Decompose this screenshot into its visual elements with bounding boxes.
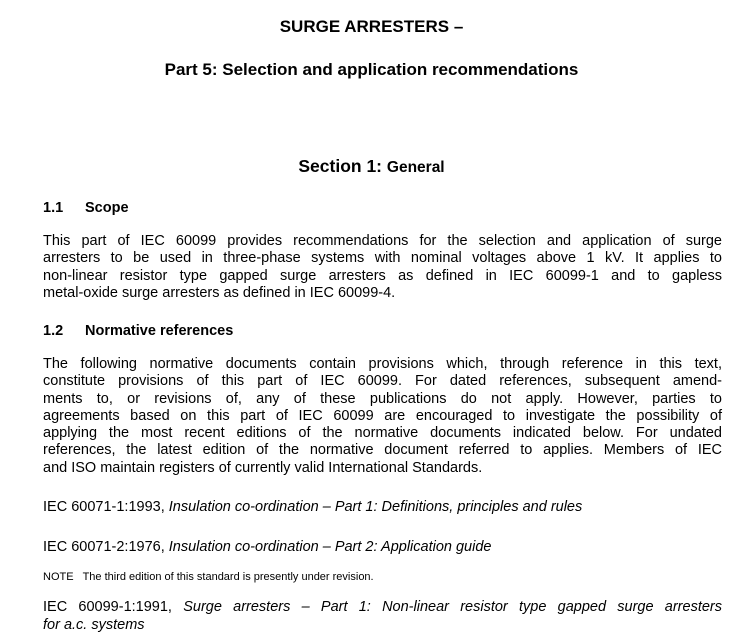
- normative-heading: [43, 323, 233, 339]
- reference-title: Surge arresters – Part 1: Non-linear resistor type gapped surge arresters: [183, 599, 722, 615]
- normative-line: agreements based on this part of IEC 60099 are encouraged to investigate the possibility of: [43, 407, 722, 424]
- reference-code: IEC 60071-2:1976,: [43, 539, 165, 555]
- section-name: General: [386, 159, 445, 176]
- reference-item: [43, 499, 582, 515]
- reference-line: [43, 599, 722, 617]
- scope-line: non-linear resistor type gapped surge arresters as defined in IEC 60099-1 and to gapless: [43, 267, 722, 284]
- normative-heading-text: Normative references: [85, 323, 234, 339]
- reference-item: [43, 539, 491, 555]
- reference-title: Insulation co-ordination – Part 1: Definitions, principles and rules: [168, 499, 583, 515]
- reference-title: Insulation co-ordination – Part 2: Application guide: [168, 539, 492, 555]
- scope-line: arresters to be used in three-phase systems with nominal voltages above 1 kV. It applies to: [43, 250, 722, 267]
- document-subtitle: Part 5: Selection and application recommendations: [164, 60, 579, 79]
- reference-item: [43, 599, 722, 634]
- reference-title-continued: for a.c. systems: [43, 616, 145, 633]
- normative-line: The following normative documents contain provisions which, through reference in this text,: [43, 356, 722, 372]
- normative-line: references, the latest edition of the normative document referred to applies. Members of IEC: [43, 442, 722, 459]
- scope-line: This part of IEC 60099 provides recommendations for the selection and application of surge: [43, 233, 722, 249]
- document-title: SURGE ARRESTERS –: [279, 17, 464, 36]
- section-title: [0, 156, 743, 177]
- scope-heading-text: Scope: [85, 200, 129, 216]
- normative-paragraph: [43, 356, 722, 477]
- note-text: The third edition of this standard is presently under revision.: [82, 571, 374, 583]
- normative-line: applying the most recent editions of the normative documents indicated below. For undated: [43, 425, 722, 442]
- reference-code: IEC 60071-1:1993,: [43, 499, 165, 515]
- reference-code: IEC 60099-1:1991,: [43, 599, 172, 615]
- normative-number: 1.2: [43, 323, 64, 339]
- normative-line: constitute provisions of this part of IEC 60099. For dated references, subsequent amend-: [43, 373, 722, 390]
- scope-heading: [43, 200, 129, 216]
- normative-line: ments to, or revisions of, any of these publications do not apply. However, parties to: [43, 390, 722, 407]
- note-label: NOTE: [43, 571, 74, 583]
- scope-paragraph: [43, 233, 722, 302]
- scope-number: 1.1: [43, 200, 64, 216]
- note: [43, 571, 374, 583]
- section-label: Section 1:: [298, 156, 383, 176]
- scope-line: metal-oxide surge arresters as defined in IEC 60099-4.: [43, 284, 396, 301]
- normative-line: and ISO maintain registers of currently valid International Standards.: [43, 459, 483, 476]
- reference-line: [43, 617, 722, 635]
